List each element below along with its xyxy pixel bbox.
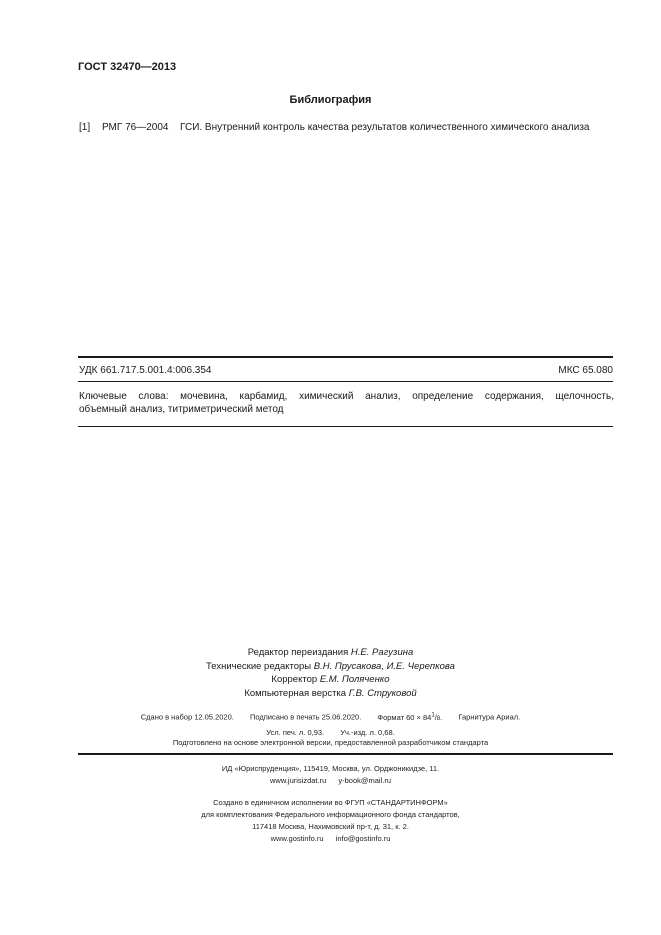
keywords-line-2: объемный анализ, титриметрический метод [79, 404, 284, 415]
created-line-2: для комплектования Федерального информационного фонда стандартов, [201, 810, 460, 819]
credit-name: Г.В. Струковой [348, 687, 417, 699]
keywords-line-1: Ключевые слова: мочевина, карбамид, химический анализ, определение содержания, щелочность, [79, 391, 614, 402]
print-sheets: Усл. печ. л. 0,93. [266, 727, 325, 737]
document-code: ГОСТ 32470—2013 [78, 61, 177, 73]
divider-top [78, 356, 613, 358]
typeface: Гарнитура Ариал. [458, 712, 521, 722]
submitted-date: Сдано в набор 12.05.2020. [140, 712, 234, 722]
udk-code: УДК 661.717.5.001.4:006.354 [79, 365, 212, 376]
gostinfo-email-link[interactable]: info@gostinfo.ru [335, 834, 391, 843]
format-numerator: 1 [431, 712, 435, 718]
divider-bottom [78, 426, 613, 427]
credit-name: Е.М. Поляченко [319, 674, 390, 685]
publisher-site-link[interactable]: www.jurisizdat.ru [270, 776, 327, 785]
entry-number: [1] [79, 122, 91, 133]
credit-role: Корректор [271, 674, 318, 685]
credit-name: Н.Е. Рагузина [350, 647, 414, 658]
entry-code: РМГ 76—2004 [102, 122, 169, 133]
created-info [0, 797, 661, 845]
print-info [0, 709, 661, 739]
format-prefix: Формат 60 × 84 [377, 712, 432, 722]
publisher-info [0, 763, 661, 787]
bibliography-title: Библиография [289, 94, 372, 106]
entry-text: ГСИ. Внутренний контроль качества результатов количественного химического анализа [180, 122, 590, 133]
created-line-1: Создано в единичном исполнении во ФГУП «СТАНДАРТИНФОРМ» [213, 798, 448, 807]
credit-role: Технические редакторы [206, 660, 312, 672]
created-line-3: 117418 Москва, Нахимовский пр-т, д. 31, к. 2. [252, 822, 409, 831]
credit-role: Компьютерная верстка [244, 687, 347, 699]
credit-layout [0, 687, 661, 701]
gostinfo-site-link[interactable]: www.gostinfo.ru [270, 834, 324, 843]
credit-tech-editors [0, 660, 661, 674]
publication-sheets: Уч.-изд. л. 0,68. [340, 727, 395, 737]
credits-block [0, 646, 661, 700]
credit-editor [0, 646, 661, 660]
paper-format: Формат $60 \times 84^1/8$. [377, 712, 443, 722]
publisher-address: ИД «Юриспруденция», 115419, Москва, ул. Орджоникидзе, 11. [221, 764, 440, 773]
credit-role: Редактор переиздания [247, 647, 349, 658]
credit-name: В.Н. Прусакова, И.Е. Черепкова [313, 660, 455, 672]
format-suffix: . [440, 712, 443, 722]
keywords [79, 390, 614, 416]
format-denominator: 8 [436, 715, 441, 722]
mks-code: МКС 65.080 [558, 365, 613, 376]
publisher-email-link[interactable]: y-book@mail.ru [338, 776, 391, 785]
signed-date: Подписано в печать 25.06.2020. [249, 712, 362, 722]
divider-middle [78, 381, 613, 382]
credit-proofreader [0, 673, 661, 687]
prepared-note: Подготовлено на основе электронной версии, предоставленной разработчиком стандарта [172, 738, 489, 747]
divider-footer [78, 753, 613, 755]
